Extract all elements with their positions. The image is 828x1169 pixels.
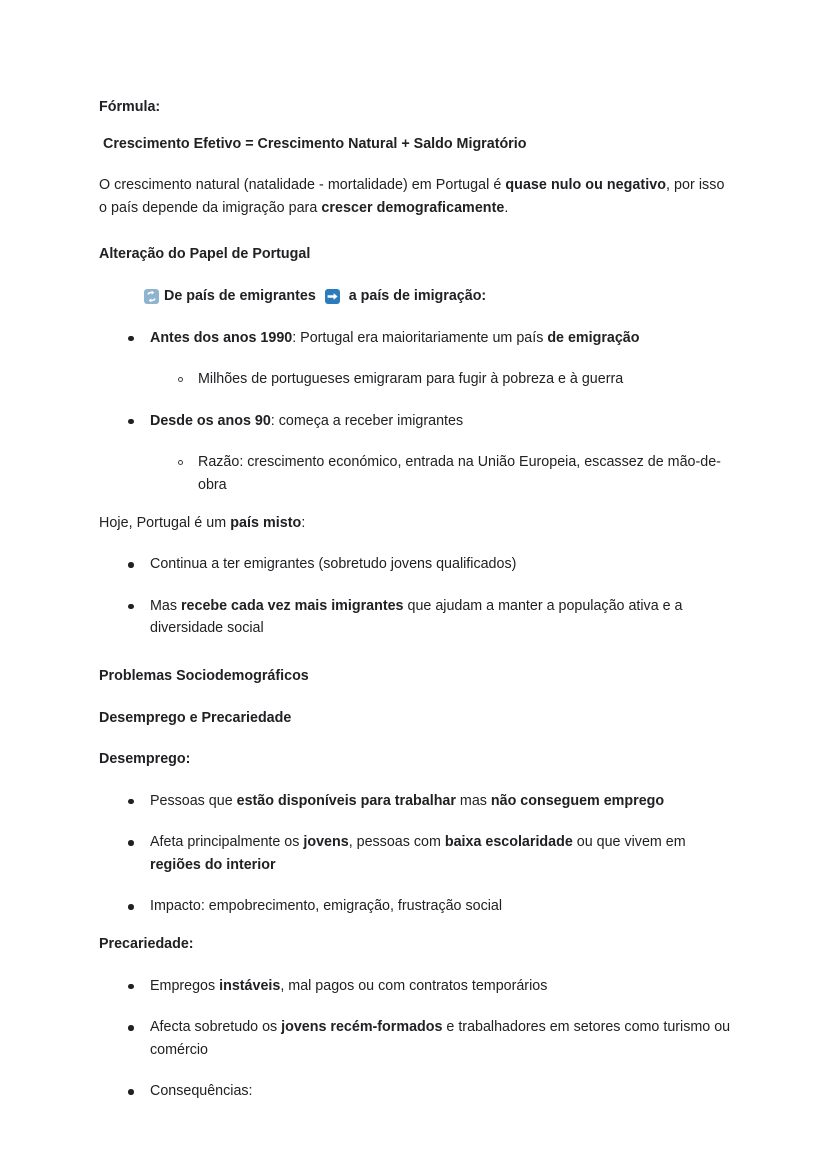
callout-pais-emigrantes [99,285,731,308]
heading-desemprego: Desemprego: [99,751,191,768]
bullet-icon [128,904,134,910]
list-item-text-2: mas [455,792,491,809]
pais-misto-text-1: Hoje, Portugal é um [99,514,231,531]
intro-paragraph [99,174,731,219]
list-item-bold-1: estão disponíveis para trabalhar [236,792,456,809]
spacer [99,497,731,512]
bullet-icon [128,1025,134,1031]
list-item-text-1: Afecta sobretudo os [150,1019,282,1036]
bullet-icon [128,840,134,846]
intro-text-1: O crescimento natural (natalidade - mortalidade) em Portugal é [99,177,506,194]
spacer [99,918,731,933]
bullet-icon [128,984,134,990]
list-item-text-2: que ajudam a manter a população ativa e a diversidade social [150,597,683,637]
list-item-bold-3: regiões do interior [150,856,276,873]
callout-text-before: De país de emigrantes [164,287,320,304]
list-item-text-2: , pessoas com [348,834,445,851]
sub-list-item [150,368,731,391]
bullet-icon [128,604,134,610]
list-item-bold-1: jovens [303,834,349,851]
sub-list [150,368,731,391]
list-item [99,553,731,576]
list-item-bold-1: instáveis [219,977,281,994]
document-body [99,96,731,1103]
list-precariedade [99,975,731,1103]
bullet-bold-2: de emigração [547,329,640,346]
formula-label: Fórmula: [99,99,161,115]
sub-bullet-icon [178,460,183,465]
list-desemprego [99,790,731,918]
paragraph-pais-misto [99,512,731,535]
formula-expression: Crescimento Efetivo = Crescimento Natural + Saldo Migratório [103,135,527,152]
intro-text-3: . [504,199,509,216]
bullet-text-1: : começa a receber imigrantes [270,412,464,429]
bullet-icon [128,336,134,342]
list-item [99,595,731,640]
sub-bullet-icon [178,377,183,382]
pais-misto-text-2: : [301,514,306,531]
list-item [99,831,731,876]
list-item-text-1: Afeta principalmente os [150,834,304,851]
intro-text-2: , por isso o país depende da imigração para [99,177,725,216]
list-item [99,410,731,497]
list-item-bold-1: jovens recém-formados [281,1019,443,1036]
list-item-text-1: Impacto: empobrecimento, emigração, frustração social [150,898,503,915]
refresh-arrows-icon [144,289,159,304]
list-item [99,1016,731,1061]
heading-alteracao-papel: Alteração do Papel de Portugal [99,246,311,263]
bullet-icon [128,419,134,425]
list-item-text-3: ou que vivem em [572,834,686,851]
spacer [99,655,731,665]
list-item [99,895,731,918]
list-item [99,327,731,391]
list-item-text-1: Pessoas que [150,792,237,809]
list-item-text-1: Consequências: [150,1083,253,1100]
sub-list [150,451,731,496]
list-item [99,790,731,813]
bullet-bold-1: Antes dos anos 1990 [150,329,293,346]
bullet-icon [128,799,134,805]
spacer [99,640,731,655]
bullet-bold-1: Desde os anos 90 [150,412,271,429]
heading-precariedade: Precariedade: [99,936,194,953]
list-item-text-1: Continua a ter emigrantes (sobretudo jovens qualificados) [150,556,517,573]
intro-bold-1: quase nulo ou negativo [505,177,666,194]
list-pais-misto [99,553,731,640]
list-alteracao-papel [99,327,731,497]
list-item-bold-1: recebe cada vez mais imigrantes [180,597,404,614]
list-item [99,975,731,998]
pais-misto-bold-1: país misto [230,514,302,531]
intro-bold-2: crescer demograficamente [321,199,505,216]
list-item-text-1: Empregos [150,977,220,994]
bullet-text-1: : Portugal era maioritariamente um país [292,329,548,346]
heading-problemas-sociodemograficos: Problemas Sociodemográficos [99,667,309,684]
sub-list-item-text: Milhões de portugueses emigraram para fugir à pobreza e à guerra [198,371,624,388]
spacer [99,233,731,243]
list-item-text-2: e trabalhadores em setores como turismo ou comércio [150,1019,731,1058]
right-arrow-icon [325,289,340,304]
list-item-text-2: , mal pagos ou com contratos temporários [280,977,548,994]
list-item-text-1: Mas [150,597,181,614]
sub-list-item-text: Razão: crescimento económico, entrada na União Europeia, escassez de mão-de-obra [198,454,721,493]
list-item-bold-2: não conseguem emprego [490,792,665,809]
sub-list-item [150,451,731,496]
list-item [99,1080,731,1103]
bullet-icon [128,562,134,568]
list-item-bold-2: baixa escolaridade [444,834,573,851]
heading-desemprego-precariedade: Desemprego e Precariedade [99,709,292,726]
bullet-icon [128,1089,134,1095]
callout-text-after: a país de imigração: [344,287,487,304]
